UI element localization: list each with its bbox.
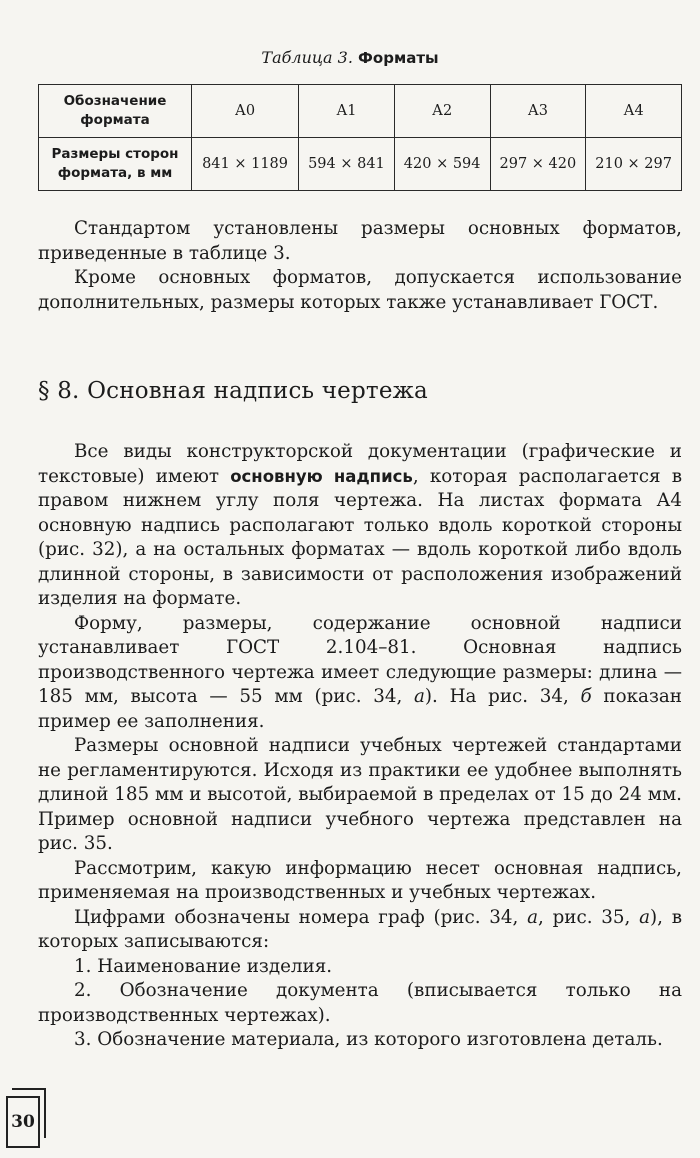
table-cell-format-name: А2 xyxy=(394,85,490,138)
page-number: 30 xyxy=(6,1096,40,1148)
paragraph-text: ). На рис. 34, xyxy=(424,686,581,707)
table-caption-title: Форматы xyxy=(358,49,439,67)
table-cell-format-size: 841 × 1189 xyxy=(192,138,299,191)
table-cell-format-size: 420 × 594 xyxy=(394,138,490,191)
table-caption xyxy=(0,48,700,67)
list-item: 3. Обозначение материала, из которого изготовлена деталь. xyxy=(74,1029,663,1050)
figure-letter: а xyxy=(527,906,539,928)
section-paragraph-4: Рассмотрим, какую информацию несет основная надпись, применяемая на производственных и учебных чертежах. xyxy=(38,857,682,903)
header-label-cell: Обозначение формата xyxy=(39,85,192,138)
paragraph-text: Все виды конструкторской документации (графические и текстовые) имеют xyxy=(38,441,682,487)
bold-term: основную надпись xyxy=(230,466,413,486)
section-text xyxy=(38,440,682,1053)
list-item: 1. Наименование изделия. xyxy=(74,955,333,977)
section-paragraph-3: Размеры основной надписи учебных чертежей стандартами не регламентируются. Исходя из практики ее удобнее выполнять длиной 185 мм и высотой, выбираемой в пределах от 15 до 24 мм. Пример основной надписи учебного чертежа представлен на рис. 35. xyxy=(38,735,682,854)
paragraph-text: Цифрами обозначены номера граф (рис. 34, xyxy=(74,906,528,928)
table-cell-format-name: А1 xyxy=(299,85,395,138)
intro-paragraph-2: Кроме основных форматов, допускается использование дополнительных, размеры которых также устанавливает ГОСТ. xyxy=(38,267,682,313)
table-cell-format-name: А0 xyxy=(192,85,299,138)
paragraph-text: Форму, размеры, содержание основной надписи устанавливает ГОСТ 2.104–81. Основная надпись производственного чертежа имеет следующие размеры: длина — 185 мм, высота — 55 мм (рис. 34, xyxy=(38,612,682,707)
table-cell-format-size: 297 × 420 xyxy=(490,138,586,191)
table-row-format-names xyxy=(39,85,682,138)
row-label-cell: Размеры сторон формата, в мм xyxy=(39,138,192,191)
table-row-format-sizes xyxy=(39,138,682,191)
figure-letter: а xyxy=(414,686,425,707)
section-paragraph-5 xyxy=(38,906,682,955)
section-paragraph-2 xyxy=(38,612,682,735)
paragraph-text: , рис. 35, xyxy=(538,906,640,928)
paragraph-text: показан пример ее заполнения. xyxy=(38,686,682,732)
table-caption-prefix: Таблица 3. xyxy=(261,48,353,67)
figure-letter: б xyxy=(580,686,592,707)
section-paragraph-1 xyxy=(38,440,682,612)
list-item: 2. Обозначение документа (вписывается только на производственных чертежах). xyxy=(38,980,682,1026)
intro-text xyxy=(38,217,682,315)
formats-table xyxy=(38,84,682,191)
section-heading: § 8. Основная надпись чертежа xyxy=(38,378,428,404)
intro-paragraph-1: Стандартом установлены размеры основных форматов, приведенные в таблице 3. xyxy=(38,218,682,264)
paragraph-text: ), в которых записываются: xyxy=(38,906,683,952)
table-cell-format-name: А3 xyxy=(490,85,586,138)
table-cell-format-size: 594 × 841 xyxy=(299,138,395,191)
paragraph-text: , которая располагается в правом нижнем углу поля чертежа. На листах формата А4 основную надпись располагают только вдоль короткой стороны (рис. 32), а на остальных форматах — вдоль короткой либо вдоль длинной стороны, в зависимости от расположения изображений изделия на формате. xyxy=(38,465,682,609)
table-cell-format-name: А4 xyxy=(586,85,682,138)
table-cell-format-size: 210 × 297 xyxy=(586,138,682,191)
figure-letter: а xyxy=(639,906,651,928)
